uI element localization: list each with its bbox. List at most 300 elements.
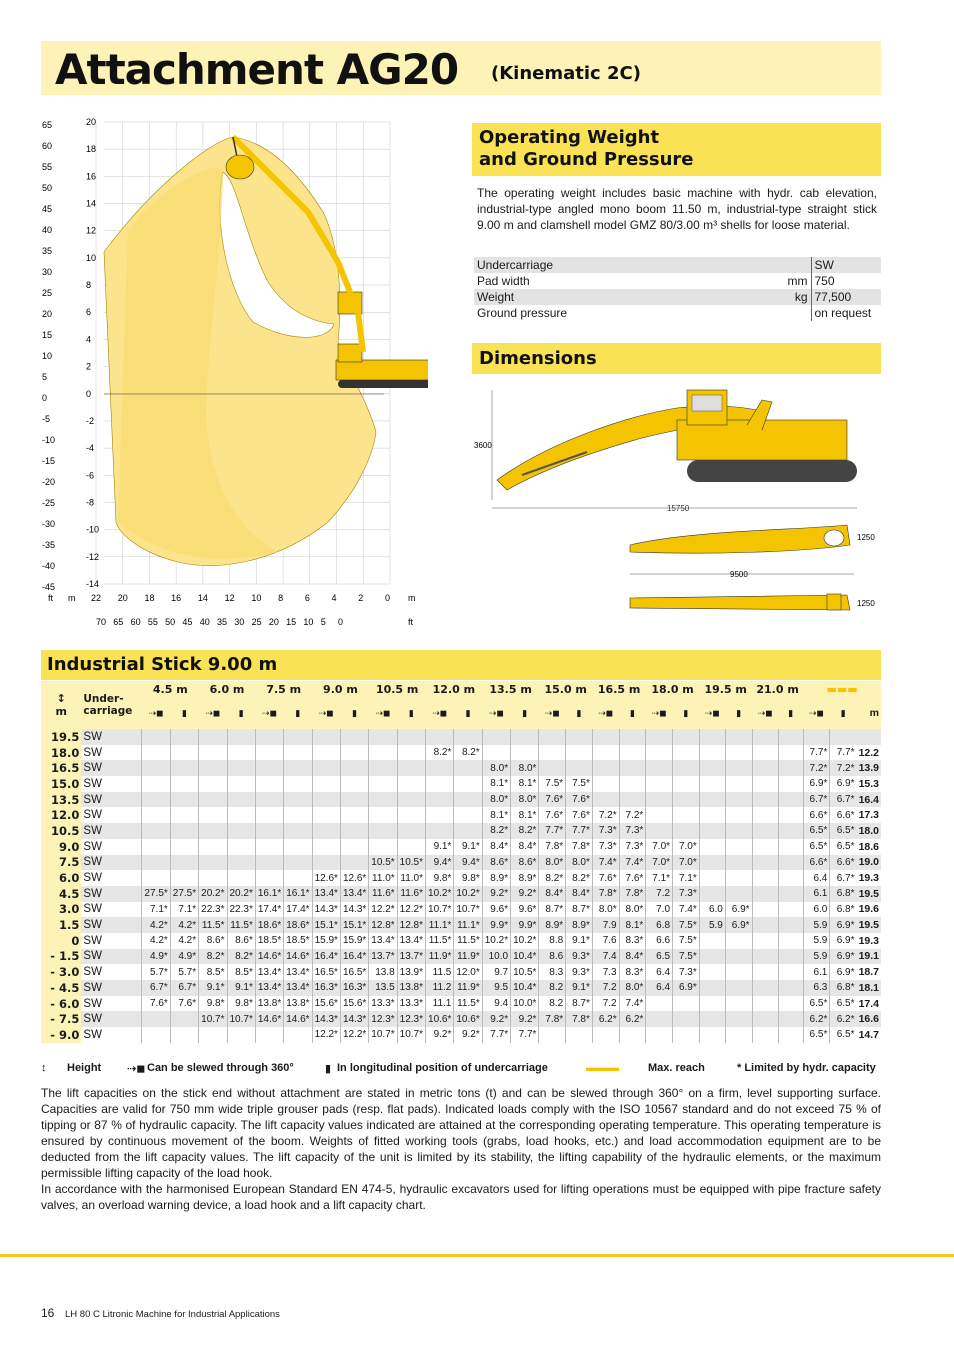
capacity-cell <box>778 996 803 1012</box>
max-reach-cell: 19.1 <box>856 949 881 965</box>
capacity-cell <box>170 807 198 823</box>
capacity-cell <box>312 776 340 792</box>
capacity-cell: 8.7* <box>539 902 566 918</box>
capacity-cell <box>454 807 482 823</box>
capacity-cell: 7.6* <box>566 807 593 823</box>
capacity-cell: 18.6* <box>255 917 283 933</box>
capacity-cell <box>312 745 340 761</box>
longitudinal-legend-icon: ▮ <box>325 1063 332 1075</box>
capacity-cell: 10.0* <box>511 996 539 1012</box>
legend-longitudinal: In longitudinal position of undercarriage <box>337 1062 548 1074</box>
table-row <box>41 980 881 996</box>
capacity-cell: 17.4* <box>255 902 283 918</box>
capacity-cell <box>646 792 673 808</box>
row-height: - 6.0 <box>41 996 81 1012</box>
capacity-cell <box>426 760 454 776</box>
capacity-cell <box>340 807 368 823</box>
longitudinal-icon: ▮ <box>170 697 198 729</box>
capacity-cell <box>255 855 283 871</box>
dim-length-label: 15750 <box>667 504 690 513</box>
capacity-cell <box>699 870 725 886</box>
ft-tick-label: -30 <box>42 519 56 529</box>
operating-row <box>474 257 881 273</box>
capacity-cell: 7.6* <box>170 996 198 1012</box>
capacity-cell <box>454 823 482 839</box>
capacity-cell: 13.7* <box>369 949 397 965</box>
capacity-cell <box>752 729 778 745</box>
capacity-cell: 11.6* <box>369 886 397 902</box>
capacity-cell: 8.0* <box>539 855 566 871</box>
capacity-cell: 9.4* <box>454 855 482 871</box>
dim-stick-height-label: 1250 <box>857 599 875 608</box>
capacity-cell: 13.3* <box>369 996 397 1012</box>
page-title: Attachment AG20 <box>55 45 459 94</box>
capacity-cell: 7.4 <box>592 949 619 965</box>
capacity-cell: 7.3* <box>673 964 700 980</box>
capacity-cell: 5.9 <box>803 933 830 949</box>
capacity-cell <box>673 996 700 1012</box>
max-reach-cell: 16.6 <box>856 1011 881 1027</box>
capacity-cell: 9.1* <box>227 980 255 996</box>
row-undercarriage: SW <box>83 966 102 979</box>
capacity-cell <box>725 870 752 886</box>
capacity-cell: 11.9* <box>454 980 482 996</box>
capacity-cell: 16.5* <box>340 964 368 980</box>
capacity-cell: 9.2* <box>511 886 539 902</box>
capacity-cell: 9.8* <box>426 870 454 886</box>
capacity-cell: 14.6* <box>284 949 312 965</box>
capacity-cell: 6.5* <box>830 823 857 839</box>
capacity-cell <box>673 776 700 792</box>
capacity-cell: 8.2* <box>227 949 255 965</box>
capacity-cell: 6.4 <box>803 870 830 886</box>
capacity-cell: 7.2* <box>592 807 619 823</box>
capacity-cell <box>255 807 283 823</box>
height-legend-icon: ↕ <box>41 1062 47 1074</box>
capacity-cell <box>619 792 646 808</box>
capacity-cell: 6.0 <box>699 902 725 918</box>
capacity-cell <box>199 823 227 839</box>
capacity-cell: 9.7 <box>482 964 510 980</box>
ft-bottom-tick-label: 15 <box>286 617 297 627</box>
capacity-cell: 7.1* <box>646 870 673 886</box>
operating-unit <box>738 257 811 273</box>
capacity-cell: 13.3* <box>397 996 425 1012</box>
capacity-cell: 6.6* <box>830 807 857 823</box>
m-tick-label: 20 <box>86 117 97 127</box>
row-undercarriage: SW <box>83 840 102 853</box>
table-row <box>41 1027 881 1043</box>
capacity-cell <box>752 855 778 871</box>
capacity-cell: 27.5* <box>170 886 198 902</box>
capacity-cell: 8.8 <box>539 933 566 949</box>
capacity-cell <box>255 792 283 808</box>
capacity-cell: 10.2* <box>511 933 539 949</box>
max-reach-cell: 18.0 <box>856 823 881 839</box>
capacity-cell: 8.7* <box>566 996 593 1012</box>
capacity-cell <box>142 807 170 823</box>
capacity-cell <box>566 1027 593 1043</box>
capacity-cell <box>199 855 227 871</box>
capacity-cell: 7.6 <box>592 933 619 949</box>
row-height: 19.5 <box>41 729 81 745</box>
capacity-cell: 6.5* <box>830 1027 857 1043</box>
capacity-cell <box>619 760 646 776</box>
capacity-cell: 6.5 <box>646 949 673 965</box>
capacity-cell <box>539 729 566 745</box>
capacity-cell <box>369 792 397 808</box>
capacity-cell: 9.8* <box>454 870 482 886</box>
capacity-cell: 6.7* <box>142 980 170 996</box>
ft-tick-label: -10 <box>42 435 56 445</box>
capacity-cell: 12.8* <box>397 917 425 933</box>
capacity-cell <box>699 1011 725 1027</box>
ft-tick-label: 20 <box>42 309 53 319</box>
capacity-cell <box>778 870 803 886</box>
max-reach-cell: 19.3 <box>858 872 879 885</box>
row-height: 3.0 <box>41 902 81 918</box>
capacity-cell <box>752 807 778 823</box>
max-reach-cell: 18.7 <box>858 966 879 979</box>
capacity-cell <box>752 917 778 933</box>
capacity-cell <box>340 776 368 792</box>
capacity-cell: 6.5* <box>830 996 857 1012</box>
capacity-cell: 9.9* <box>482 917 510 933</box>
capacity-cell <box>426 823 454 839</box>
capacity-cell <box>752 745 778 761</box>
radius-header: 19.5 m <box>699 681 752 697</box>
capacity-cell: 5.9 <box>803 917 830 933</box>
capacity-cell: 13.4* <box>284 980 312 996</box>
capacity-cell <box>646 729 673 745</box>
title-bar <box>41 41 881 95</box>
capacity-cell <box>725 980 752 996</box>
max-reach-cell: 13.9 <box>856 760 881 776</box>
table-row <box>41 933 881 949</box>
capacity-cell <box>227 839 255 855</box>
capacity-cell: 8.4* <box>539 886 566 902</box>
row-height: - 3.0 <box>41 964 81 980</box>
m-bottom-tick-label: 0 <box>385 593 391 603</box>
capacity-cell <box>646 1011 673 1027</box>
capacity-cell: 7.5* <box>673 917 700 933</box>
capacity-cell <box>592 760 619 776</box>
stick-drawing <box>630 594 850 610</box>
capacity-cell <box>170 776 198 792</box>
capacity-cell: 16.5* <box>312 964 340 980</box>
notes <box>41 1085 881 1213</box>
capacity-cell: 12.3* <box>369 1011 397 1027</box>
capacity-cell: 6.1 <box>803 886 830 902</box>
capacity-cell: 7.0* <box>646 839 673 855</box>
capacity-cell <box>284 855 312 871</box>
capacity-cell <box>482 745 510 761</box>
capacity-cell <box>673 745 700 761</box>
operating-label: Pad width <box>477 274 530 288</box>
dim-height-label: 3600 <box>474 441 492 450</box>
capacity-cell: 8.2 <box>539 980 566 996</box>
capacity-cell: 16.3* <box>340 980 368 996</box>
radius-header: 6.0 m <box>199 681 256 697</box>
row-height: - 9.0 <box>41 1027 81 1043</box>
row-height: 15.0 <box>41 776 81 792</box>
capacity-cell: 15.6* <box>312 996 340 1012</box>
ft-tick-label: -35 <box>42 540 56 550</box>
capacity-cell <box>752 949 778 965</box>
capacity-cell: 10.6* <box>426 1011 454 1027</box>
capacity-cell <box>227 745 255 761</box>
capacity-cell <box>752 933 778 949</box>
capacity-cell <box>369 745 397 761</box>
capacity-cell: 13.5 <box>369 980 397 996</box>
capacity-cell: 16.4* <box>312 949 340 965</box>
slew-icon: ⇢◼ <box>699 697 725 729</box>
capacity-cell: 22.3* <box>227 902 255 918</box>
radius-header: 16.5 m <box>592 681 645 697</box>
capacity-cell: 6.9* <box>830 917 857 933</box>
row-undercarriage: SW <box>83 746 102 759</box>
capacity-cell <box>725 792 752 808</box>
capacity-cell <box>482 729 510 745</box>
capacity-cell <box>699 745 725 761</box>
capacity-cell: 12.3* <box>397 1011 425 1027</box>
capacity-cell: 12.8* <box>369 917 397 933</box>
row-undercarriage: SW <box>81 760 142 776</box>
row-height: 4.5 <box>41 886 81 902</box>
capacity-cell: 11.1* <box>426 917 454 933</box>
capacity-cell: 8.2* <box>454 745 482 761</box>
slew-icon: ⇢◼ <box>142 697 170 729</box>
capacity-cell: 6.8 <box>646 917 673 933</box>
row-undercarriage: SW <box>83 809 102 822</box>
capacity-cell: 7.6* <box>592 870 619 886</box>
capacity-cell <box>199 792 227 808</box>
capacity-cell <box>752 839 778 855</box>
m-bottom-tick-label: 10 <box>251 593 262 603</box>
capacity-cell: 6.5* <box>803 996 830 1012</box>
capacity-cell: 7.7* <box>482 1027 510 1043</box>
capacity-cell <box>803 729 830 745</box>
capacity-cell <box>725 964 752 980</box>
capacity-cell: 7.7* <box>511 1027 539 1043</box>
ft-tick-label: 10 <box>42 351 53 361</box>
capacity-cell <box>725 855 752 871</box>
capacity-cell: 8.1* <box>482 776 510 792</box>
capacity-cell: 13.8* <box>255 996 283 1012</box>
table-row <box>41 839 881 855</box>
operating-weight-heading <box>472 123 881 176</box>
capacity-cell <box>699 855 725 871</box>
table-row <box>41 964 881 980</box>
capacity-cell: 12.6* <box>340 870 368 886</box>
capacity-cell <box>699 1027 725 1043</box>
capacity-cell: 11.1 <box>426 996 454 1012</box>
capacity-cell <box>170 823 198 839</box>
operating-weight-text: The operating weight includes basic machine with hydr. cab elevation, industrial-type angled mono boom 11.50 m, industrial-type straight stick 9.00 m and clamshell model GMZ 80/3.00 m³ shells for loose material. <box>477 186 877 232</box>
capacity-cell: 11.9* <box>426 949 454 965</box>
capacity-cell: 7.0* <box>646 855 673 871</box>
capacity-cell: 8.3* <box>619 933 646 949</box>
capacity-cell <box>227 776 255 792</box>
capacity-cell <box>426 807 454 823</box>
max-reach-cell: 14.7 <box>858 1028 879 1041</box>
capacity-cell <box>725 823 752 839</box>
capacity-cell <box>312 792 340 808</box>
capacity-cell: 10.7* <box>397 1027 425 1043</box>
capacity-cell: 13.4* <box>340 886 368 902</box>
slew-icon: ⇢◼ <box>199 697 227 729</box>
axis-unit-label: m <box>68 593 76 603</box>
capacity-cell: 8.2* <box>482 823 510 839</box>
capacity-cell <box>778 745 803 761</box>
capacity-cell: 4.2* <box>142 917 170 933</box>
row-height: 18.0 <box>41 745 81 761</box>
capacity-cell <box>284 870 312 886</box>
capacity-cell: 9.6* <box>482 902 510 918</box>
operating-heading-line2: and Ground Pressure <box>479 149 694 170</box>
m-bottom-tick-label: 6 <box>304 593 310 603</box>
table-row <box>41 996 881 1012</box>
capacity-cell <box>454 729 482 745</box>
table-row <box>41 886 881 902</box>
dimensions-drawing <box>472 380 882 620</box>
legend-slew: Can be slewed through 360° <box>147 1062 294 1074</box>
capacity-cell <box>199 839 227 855</box>
undercarriage-column-header: Under- carriage <box>81 681 142 729</box>
capacity-cell: 8.9* <box>566 917 593 933</box>
m-tick-label: 18 <box>86 144 97 155</box>
ft-bottom-tick-label: 20 <box>268 617 279 627</box>
notes-paragraph-1: The lift capacities on the stick end without attachment are stated in metric tons (t) and can be slewed through 360° on a firm, level supporting surface. Capacities are valid for 750 mm wide triple grouser pads (resp. flat pads). Indicated loads comply with the ISO 10567 standard and do not exceed 75 % of tipping or 87 % of hydraulic capacity. The lift capacity values indicated are attained at the corresponding operating temperature. This operating temperature is ensured by continuous movement of the boom. Weights of fitted working tools (grabs, load hooks, etc.) and load accommodation equipment are to be deducted from the lift capacity values. The lift capacity of the unit is limited by its stability, the lifting capability of the hydraulic elements, or the maximum permissible lifting capacity of the load hook. <box>41 1086 881 1180</box>
row-undercarriage: SW <box>81 886 142 902</box>
capacity-cell <box>397 760 425 776</box>
capacity-cell: 4.2* <box>170 933 198 949</box>
capacity-cell: 7.9 <box>592 917 619 933</box>
capacity-cell <box>170 745 198 761</box>
capacity-cell: 8.3 <box>539 964 566 980</box>
legend-limited: * Limited by hydr. capacity <box>737 1062 876 1074</box>
capacity-cell: 8.2 <box>539 996 566 1012</box>
m-tick-label: -10 <box>86 524 100 535</box>
ft-tick-label: 60 <box>42 141 53 151</box>
capacity-cell <box>752 964 778 980</box>
capacity-cell <box>752 996 778 1012</box>
capacity-cell <box>454 760 482 776</box>
capacity-cell: 7.8* <box>619 886 646 902</box>
capacity-cell: 5.9 <box>803 949 830 965</box>
capacity-cell: 6.2* <box>619 1011 646 1027</box>
capacity-cell <box>369 839 397 855</box>
capacity-cell <box>199 807 227 823</box>
capacity-cell <box>778 760 803 776</box>
capacity-cell: 4.9* <box>170 949 198 965</box>
capacity-cell <box>778 964 803 980</box>
capacity-cell: 7.5* <box>673 933 700 949</box>
table-row <box>41 807 881 823</box>
capacity-cell: 7.7* <box>539 823 566 839</box>
capacity-cell: 8.5* <box>199 964 227 980</box>
capacity-cell <box>369 760 397 776</box>
slew-legend-icon: ⇢◼ <box>127 1063 146 1075</box>
capacity-cell <box>397 729 425 745</box>
capacity-cell: 11.5* <box>227 917 255 933</box>
capacity-cell <box>699 823 725 839</box>
capacity-cell: 10.0 <box>482 949 510 965</box>
slew-icon: ⇢◼ <box>312 697 340 729</box>
operating-value: SW <box>811 257 881 273</box>
capacity-cell: 7.7* <box>803 745 830 761</box>
capacity-cell <box>454 776 482 792</box>
max-reach-cell: 17.4 <box>858 997 879 1010</box>
longitudinal-icon: ▮ <box>454 697 482 729</box>
row-undercarriage: SW <box>83 1028 102 1041</box>
capacity-cell: 8.6* <box>227 933 255 949</box>
capacity-cell: 9.8* <box>227 996 255 1012</box>
capacity-cell <box>511 745 539 761</box>
capacity-cell: 11.5 <box>426 964 454 980</box>
capacity-cell: 7.6* <box>539 807 566 823</box>
m-tick-label: -12 <box>86 551 100 562</box>
capacity-cell: 6.6* <box>830 855 857 871</box>
m-bottom-tick-label: 18 <box>144 593 155 603</box>
capacity-cell <box>752 902 778 918</box>
capacity-cell: 10.2* <box>482 933 510 949</box>
capacity-cell: 8.6* <box>511 855 539 871</box>
ft-tick-label: 15 <box>42 330 53 340</box>
capacity-cell: 7.2* <box>830 760 857 776</box>
ft-tick-label: 55 <box>42 162 53 172</box>
capacity-cell: 15.9* <box>340 933 368 949</box>
longitudinal-icon: ▮ <box>511 697 539 729</box>
capacity-cell: 10.4* <box>511 949 539 965</box>
capacity-cell <box>778 980 803 996</box>
capacity-cell <box>699 996 725 1012</box>
dim-boom-height-label: 1250 <box>857 533 875 542</box>
capacity-cell: 6.7* <box>830 870 857 886</box>
radius-header: 12.0 m <box>426 681 483 697</box>
ft-bottom-tick-label: 10 <box>303 617 314 627</box>
capacity-cell <box>778 1011 803 1027</box>
capacity-cell <box>752 792 778 808</box>
capacity-cell <box>539 760 566 776</box>
capacity-cell <box>142 870 170 886</box>
m-tick-label: 0 <box>86 388 92 399</box>
row-height: - 4.5 <box>41 980 81 996</box>
table-row <box>41 823 881 839</box>
capacity-cell <box>646 776 673 792</box>
capacity-cell: 7.5* <box>566 776 593 792</box>
capacity-cell <box>142 745 170 761</box>
capacity-cell <box>227 792 255 808</box>
capacity-cell: 9.8* <box>199 996 227 1012</box>
radius-header: 7.5 m <box>255 681 312 697</box>
capacity-cell: 4.2* <box>170 917 198 933</box>
capacity-cell <box>142 823 170 839</box>
capacity-cell <box>673 1011 700 1027</box>
capacity-cell <box>312 807 340 823</box>
operating-label: Undercarriage <box>474 257 738 273</box>
capacity-cell <box>699 776 725 792</box>
capacity-cell <box>752 760 778 776</box>
ft-bottom-tick-label: 50 <box>165 617 176 627</box>
capacity-cell <box>170 1011 198 1027</box>
capacity-cell: 6.6* <box>803 855 830 871</box>
capacity-cell: 7.4* <box>619 855 646 871</box>
capacity-cell: 9.2* <box>511 1011 539 1027</box>
row-height: 12.0 <box>41 807 81 823</box>
capacity-cell: 7.4* <box>592 855 619 871</box>
capacity-cell <box>142 776 170 792</box>
